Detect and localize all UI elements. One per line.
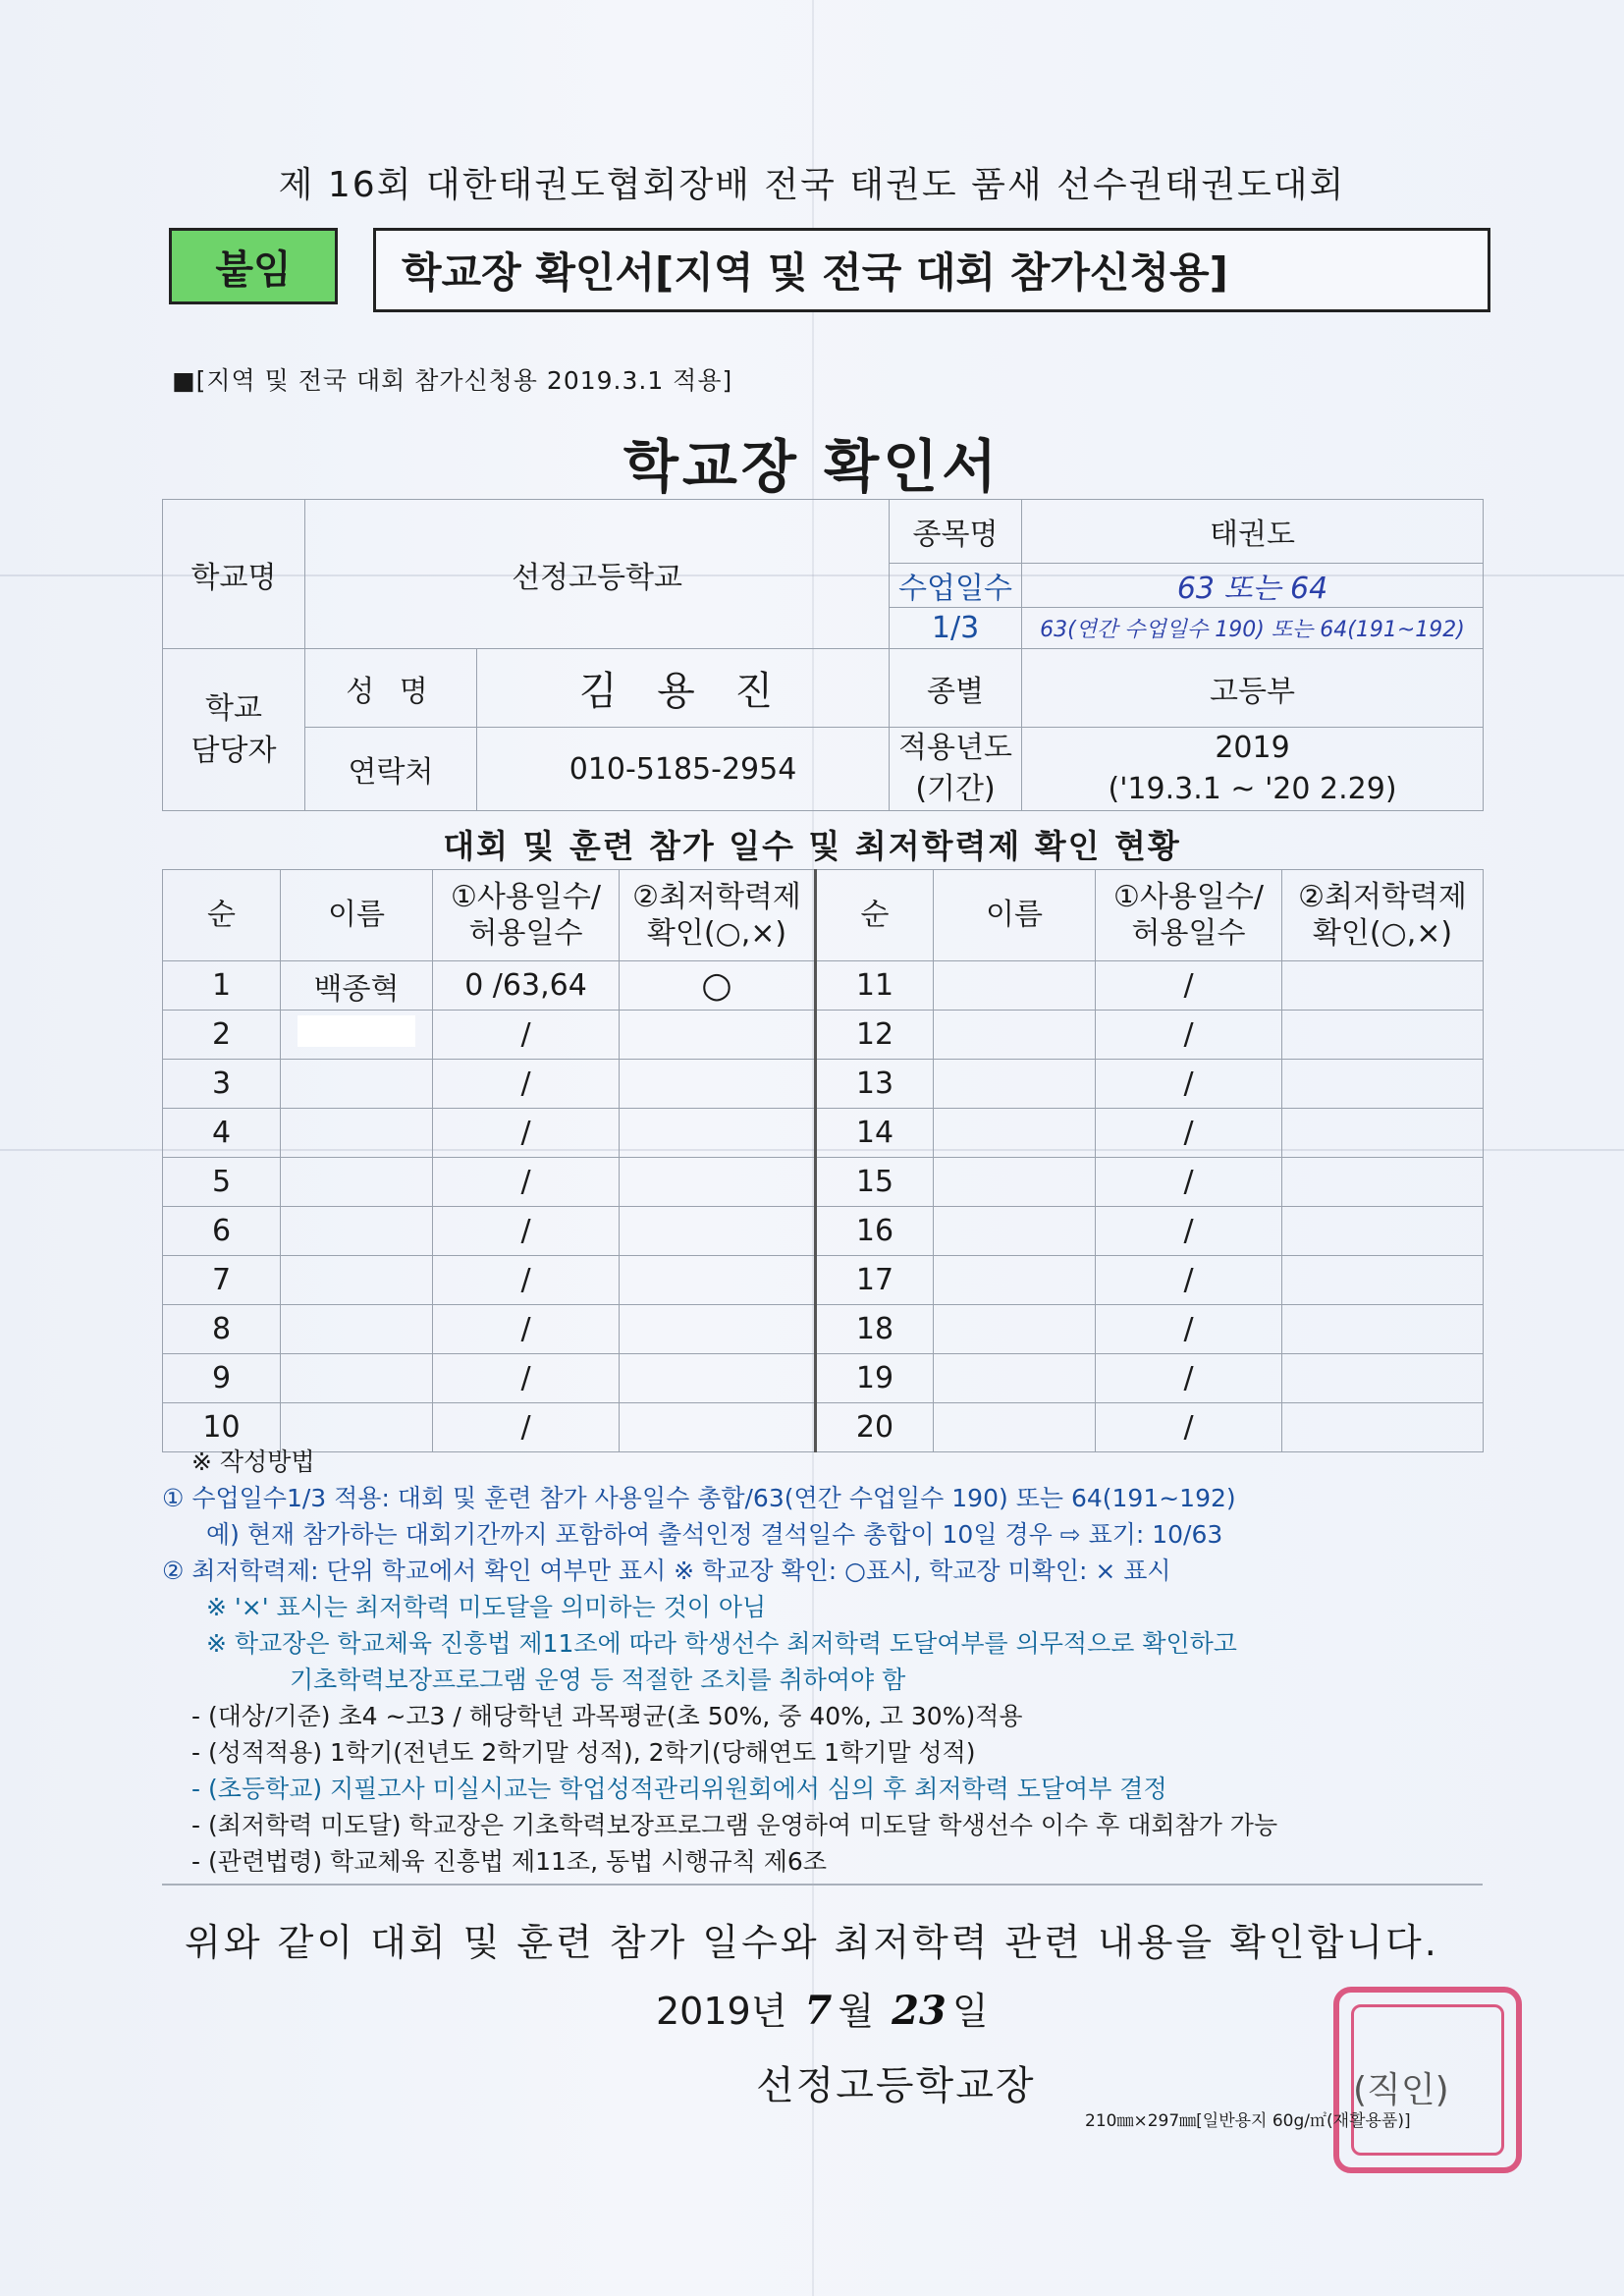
row-name	[934, 1207, 1096, 1256]
row-days: /	[1096, 1354, 1282, 1403]
row-no: 10	[163, 1403, 281, 1452]
row-days: /	[433, 1158, 620, 1207]
manager-label	[163, 649, 305, 811]
row-days: /	[433, 1354, 620, 1403]
header-days-1: ①사용일수/	[451, 879, 601, 914]
row-check	[1282, 961, 1484, 1011]
confirmation-text: 위와 같이 대회 및 훈련 참가 일수와 최저학력 관련 내용을 확인합니다.	[185, 1921, 1439, 1964]
row-check	[620, 1354, 816, 1403]
note-line: - (성적적용) 1학기(전년도 2학기말 성적), 2학기(당해연도 1학기말 성적)	[191, 1738, 976, 1767]
row-days: /	[1096, 1158, 1282, 1207]
row-days: /	[1096, 961, 1282, 1011]
name-value: 김 용 진	[477, 649, 890, 728]
header-days-1-right: ①사용일수/	[1113, 879, 1264, 914]
school-value: 선정고등학교	[305, 500, 890, 649]
note-line: - (대상/기준) 초4 ~고3 / 해당학년 과목평균(초 50%, 중 40%, 고 30%)적용	[191, 1702, 1023, 1730]
note-line: ② 최저학력제: 단위 학교에서 확인 여부만 표시 ※ 학교장 확인: ○표시, 학교장 미확인: × 표시	[162, 1557, 1171, 1585]
year-value	[1022, 728, 1484, 811]
row-name	[934, 1158, 1096, 1207]
row-check	[1282, 1354, 1484, 1403]
year-value-1: 2019	[1215, 731, 1290, 765]
row-name	[281, 1305, 433, 1354]
class-days-label-1: 수업일수	[890, 564, 1022, 608]
row-name	[934, 1256, 1096, 1305]
division-value: 고등부	[1022, 649, 1484, 728]
year-value-2: ('19.3.1 ~ '20 2.29)	[1108, 772, 1397, 806]
row-check	[1282, 1158, 1484, 1207]
date-day-unit: 일	[951, 1990, 989, 2033]
row-days: /	[1096, 1305, 1282, 1354]
header-days-2: 허용일수	[468, 916, 583, 951]
writing-guide	[162, 1444, 1483, 1880]
row-no: 14	[816, 1109, 934, 1158]
row-no: 1	[163, 961, 281, 1011]
note-line: ※ 학교장은 학교체육 진흥법 제11조에 따라 학생선수 최저학력 도달여부를 의무적으로 확인하고	[206, 1629, 1237, 1658]
year-label-1: 적용년도	[898, 731, 1012, 765]
table-row	[163, 1109, 1484, 1158]
row-days: /	[433, 1207, 620, 1256]
row-no: 9	[163, 1354, 281, 1403]
contact-label: 연락처	[305, 728, 477, 811]
row-check	[620, 1305, 816, 1354]
table-row	[163, 961, 1484, 1011]
row-no: 3	[163, 1060, 281, 1109]
row-name	[281, 1060, 433, 1109]
row-no: 16	[816, 1207, 934, 1256]
header-name-right: 이름	[934, 870, 1096, 961]
row-name	[281, 1109, 433, 1158]
division-label: 종별	[890, 649, 1022, 728]
table-row	[163, 1354, 1484, 1403]
manager-label-1: 학교	[205, 690, 262, 726]
manager-label-2: 담당자	[190, 734, 277, 768]
header-check-2: 확인(○,×)	[646, 916, 787, 951]
note-line: 예) 현재 참가하는 대회기간까지 포함하여 출석인정 결석일수 총합이 10일 경우 ⇨ 표기: 10/63	[206, 1520, 1223, 1549]
class-days-value-2: 63(연간 수업일수 190) 또는 64(191~192)	[1022, 608, 1484, 649]
header-check-1: ②최저학력제	[632, 879, 801, 914]
row-no: 11	[816, 961, 934, 1011]
row-days: /	[433, 1109, 620, 1158]
event-label: 종목명	[890, 500, 1022, 564]
header-name: 이름	[281, 870, 433, 961]
note-line: 기초학력보장프로그램 운영 등 적절한 조치를 취하여야 함	[290, 1666, 906, 1694]
event-title: 제 16회 대한태권도협회장배 전국 태권도 품새 선수권태권도대회	[278, 165, 1346, 205]
header-check	[620, 870, 816, 961]
principal-signature: 선정고등학교장	[756, 2063, 1036, 2108]
row-no: 13	[816, 1060, 934, 1109]
class-days-label-2: 1/3	[890, 608, 1022, 649]
row-name	[934, 961, 1096, 1011]
header-days-right	[1096, 870, 1282, 961]
status-table	[162, 869, 1484, 1452]
row-days: /	[1096, 1207, 1282, 1256]
header-days	[433, 870, 620, 961]
divider	[162, 1884, 1483, 1886]
date-year: 2019년	[656, 1990, 787, 2033]
year-label	[890, 728, 1022, 811]
row-name	[281, 1354, 433, 1403]
row-no: 4	[163, 1109, 281, 1158]
form-title: 학교장 확인서[지역 및 전국 대회 참가신청용]	[373, 228, 1490, 312]
row-days: /	[433, 1403, 620, 1452]
row-days: /	[1096, 1256, 1282, 1305]
row-check	[1282, 1109, 1484, 1158]
header-days-2-right: 허용일수	[1131, 916, 1246, 951]
row-days: /	[1096, 1060, 1282, 1109]
row-name	[934, 1011, 1096, 1060]
row-days: /	[433, 1011, 620, 1060]
row-check	[1282, 1060, 1484, 1109]
row-check	[620, 1109, 816, 1158]
row-no: 18	[816, 1305, 934, 1354]
row-days: 0 /63,64	[433, 961, 620, 1011]
event-value: 태권도	[1022, 500, 1484, 564]
year-label-2: (기간)	[915, 772, 996, 806]
issue-date	[656, 1981, 989, 2035]
header-no-right: 순	[816, 870, 934, 961]
row-check	[620, 1011, 816, 1060]
date-day: 23	[892, 1988, 947, 2034]
date-month: 7	[804, 1988, 833, 2034]
row-days: /	[1096, 1403, 1282, 1452]
table-row	[163, 1207, 1484, 1256]
row-check	[1282, 1256, 1484, 1305]
date-month-unit: 월	[838, 1990, 875, 2033]
header-check-2-right: 확인(○,×)	[1312, 916, 1453, 951]
table-row	[163, 1305, 1484, 1354]
row-no: 6	[163, 1207, 281, 1256]
header-check-1-right: ②최저학력제	[1298, 879, 1467, 914]
row-name	[934, 1109, 1096, 1158]
row-days: /	[433, 1060, 620, 1109]
row-check	[620, 1207, 816, 1256]
contact-value: 010-5185-2954	[477, 728, 890, 811]
row-no: 7	[163, 1256, 281, 1305]
row-no: 2	[163, 1011, 281, 1060]
row-no: 5	[163, 1158, 281, 1207]
attach-label: 붙임	[169, 228, 338, 304]
note-line: ※ '×' 표시는 최저학력 미도달을 의미하는 것이 아님	[206, 1593, 767, 1621]
seal-label: (직인)	[1353, 2070, 1449, 2110]
row-name	[281, 1158, 433, 1207]
apply-note: ■[지역 및 전국 대회 참가신청용 2019.3.1 적용]	[172, 366, 733, 395]
row-no: 15	[816, 1158, 934, 1207]
note-line: - (최저학력 미도달) 학교장은 기초학력보장프로그램 운영하여 미도달 학생선수 이수 후 대회참가 가능	[191, 1811, 1278, 1839]
row-name	[281, 1011, 433, 1060]
row-check	[1282, 1207, 1484, 1256]
row-no: 19	[816, 1354, 934, 1403]
header-check-right	[1282, 870, 1484, 961]
row-check	[1282, 1305, 1484, 1354]
row-name: 백종혁	[281, 961, 433, 1011]
paper-spec: 210㎜×297㎜[일반용지 60g/㎡(재활용품)]	[1085, 2111, 1411, 2131]
document-title: 학교장 확인서	[623, 433, 1001, 500]
row-name	[934, 1305, 1096, 1354]
redacted-name-patch	[298, 1015, 415, 1047]
table-row	[163, 1060, 1484, 1109]
row-check	[620, 1256, 816, 1305]
note-line: - (관련법령) 학교체육 진흥법 제11조, 동법 시행규칙 제6조	[191, 1847, 827, 1876]
row-check	[1282, 1011, 1484, 1060]
row-check: ○	[620, 961, 816, 1011]
name-label: 성 명	[305, 649, 477, 728]
row-days: /	[1096, 1109, 1282, 1158]
note-line: ① 수업일수1/3 적용: 대회 및 훈련 참가 사용일수 총합/63(연간 수업일수 190) 또는 64(191~192)	[162, 1484, 1236, 1512]
row-check	[620, 1060, 816, 1109]
row-name	[281, 1256, 433, 1305]
row-days: /	[433, 1256, 620, 1305]
notes-heading: ※ 작성방법	[191, 1448, 315, 1476]
status-header-row	[163, 870, 1484, 961]
table-row	[163, 1256, 1484, 1305]
school-label: 학교명	[163, 500, 305, 649]
status-title: 대회 및 훈련 참가 일수 및 최저학력제 확인 현황	[443, 827, 1181, 865]
class-days-value-1: 63 또는 64	[1022, 564, 1484, 608]
row-days: /	[433, 1305, 620, 1354]
table-row	[163, 1158, 1484, 1207]
row-check	[620, 1158, 816, 1207]
row-name	[934, 1060, 1096, 1109]
row-no: 17	[816, 1256, 934, 1305]
row-days: /	[1096, 1011, 1282, 1060]
table-row	[163, 1011, 1484, 1060]
row-no: 20	[816, 1403, 934, 1452]
note-line: - (초등학교) 지필고사 미실시교는 학업성적관리위원회에서 심의 후 최저학력 도달여부 결정	[191, 1775, 1167, 1803]
row-no: 12	[816, 1011, 934, 1060]
header-no: 순	[163, 870, 281, 961]
row-name	[934, 1354, 1096, 1403]
info-table	[162, 499, 1484, 811]
row-no: 8	[163, 1305, 281, 1354]
row-name	[281, 1207, 433, 1256]
